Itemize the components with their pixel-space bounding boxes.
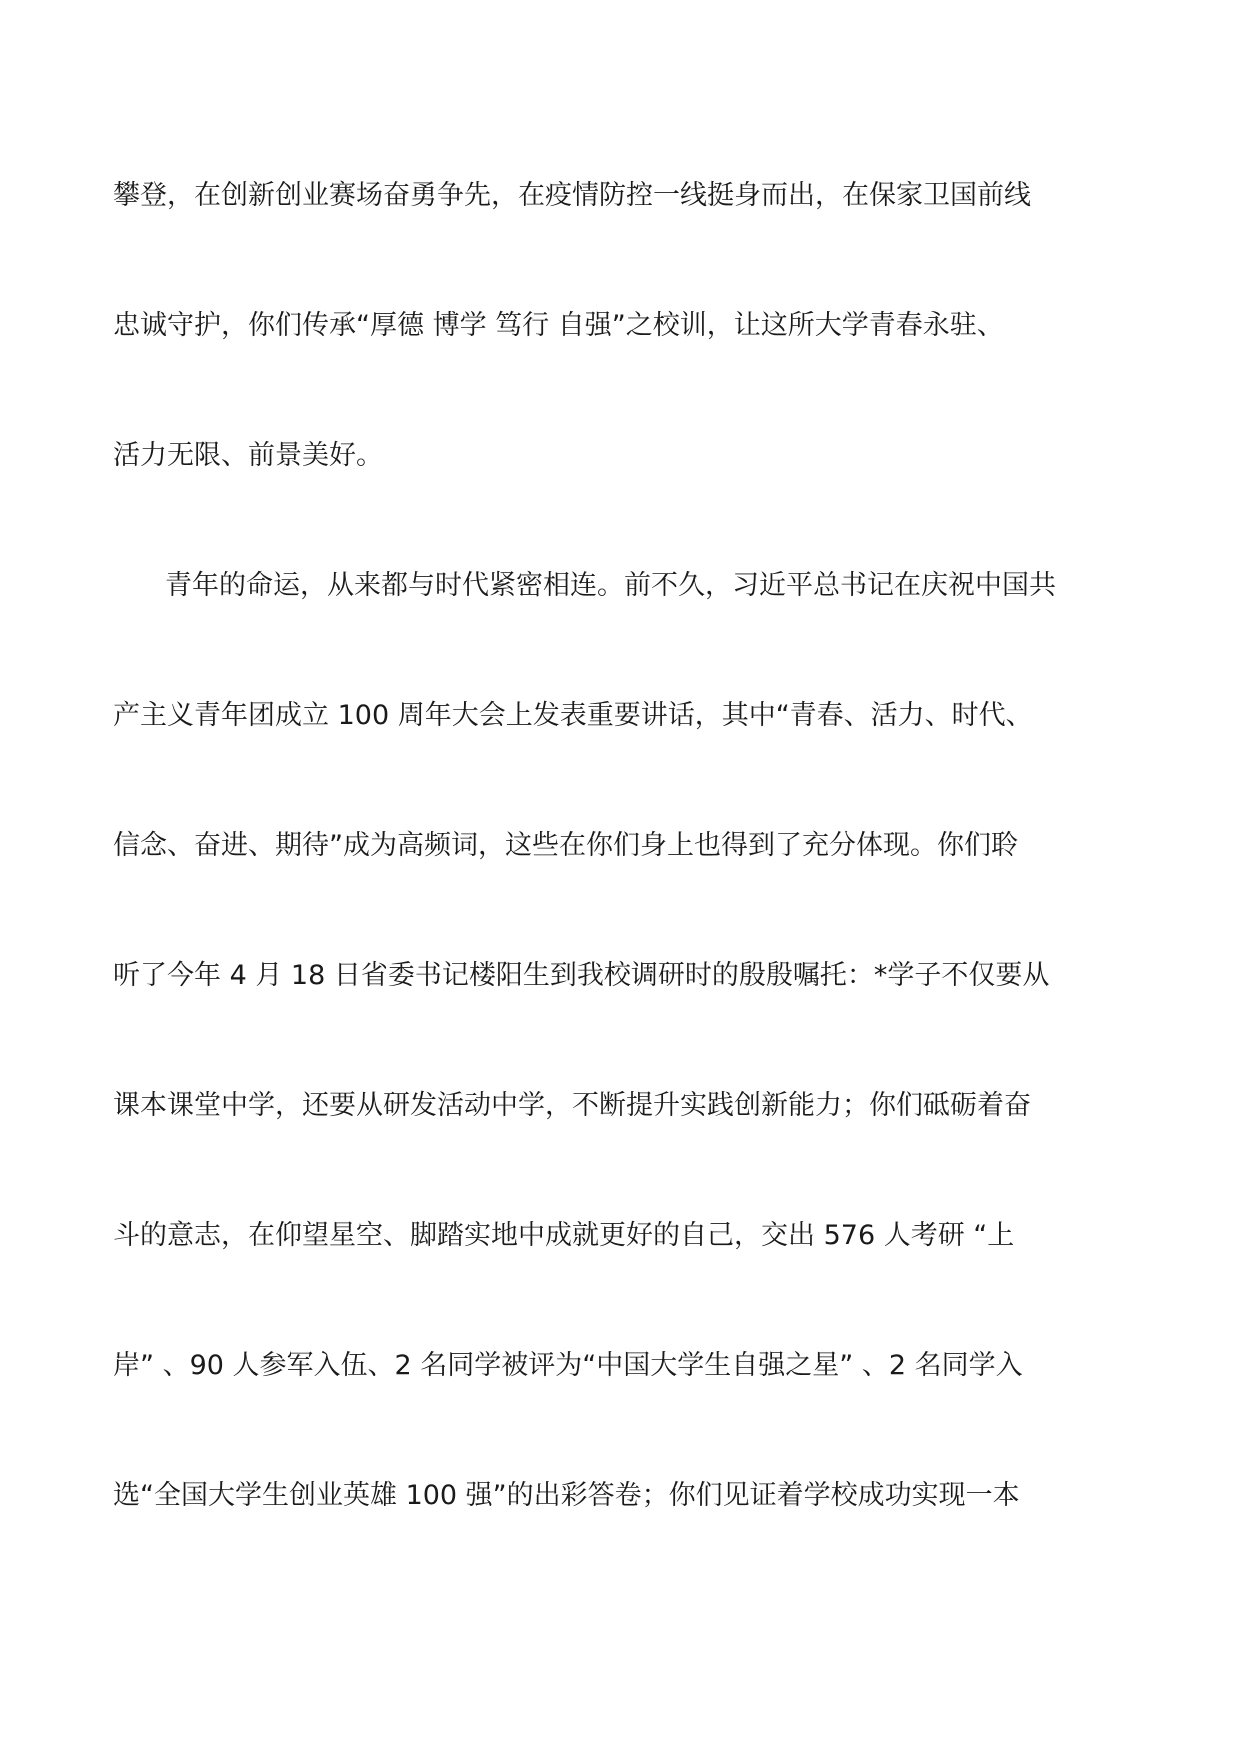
text-line: 忠诚守护，你们传承“厚德 博学 笃行 自强”之校训，让这所大学青春永驻、 (113, 310, 1004, 341)
text-line: 斗的意志，在仰望星空、脚踏实地中成就更好的自己，交出 576 人考研 “上 (113, 1220, 1015, 1251)
text-line: 听了今年 4 月 18 日省委书记楼阳生到我校调研时的殷殷嘱托：*学子不仅要从 (113, 960, 1050, 991)
text-line: 课本课堂中学，还要从研发活动中学，不断提升实践创新能力；你们砥砺着奋 (113, 1090, 1031, 1121)
text-line: 产主义青年团成立 100 周年大会上发表重要讲话，其中“青春、活力、时代、 (113, 700, 1033, 731)
paragraph-first-line: 青年的命运，从来都与时代紧密相连。前不久，习近平总书记在庆祝中国共 (165, 570, 1056, 601)
text-line: 活力无限、前景美好。 (113, 440, 383, 471)
text-line: 信念、奋进、期待”成为高频词，这些在你们身上也得到了充分体现。你们聆 (113, 830, 1018, 861)
text-line: 岸” 、90 人参军入伍、2 名同学被评为“中国大学生自强之星” 、2 名同学入 (113, 1350, 1023, 1381)
text-line: 选“全国大学生创业英雄 100 强”的出彩答卷；你们见证着学校成功实现一本 (113, 1480, 1020, 1511)
text-line: 攀登，在创新创业赛场奋勇争先，在疫情防控一线挺身而出，在保家卫国前线 (113, 180, 1031, 211)
